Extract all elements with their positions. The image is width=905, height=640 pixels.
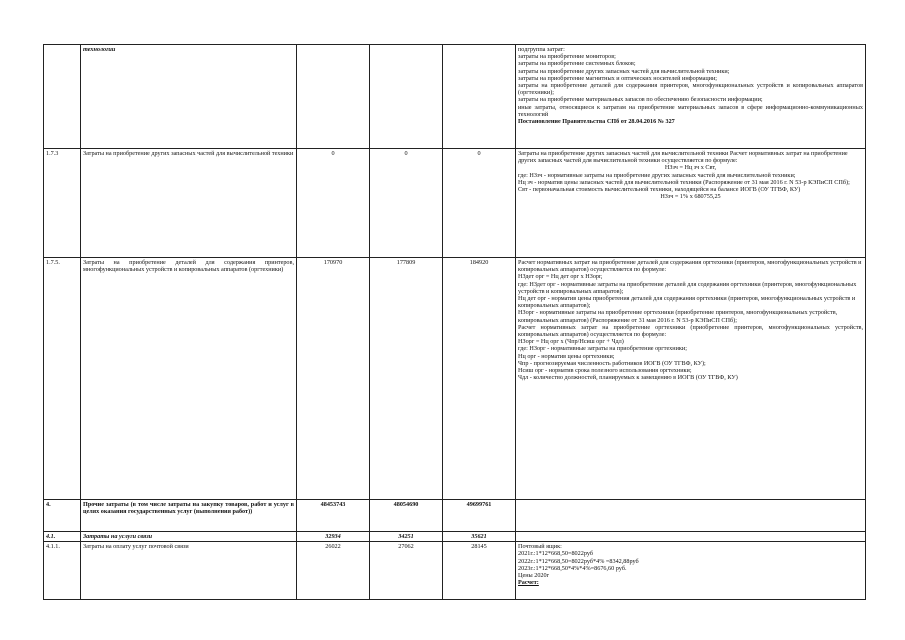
text-line: где: НЗдет орг - нормативные затраты на приобретение деталей для содержания оргтехники (принтеров, многофункциональных устройств и копировальных аппаратов); — [518, 280, 857, 295]
decree-reference: Постановление Правительства СПб от 28.04.2016 № 327 — [518, 118, 675, 126]
text-line: где: НЗзч - нормативные затраты на приобретение других запасных частей для вычислительной техники; — [518, 171, 796, 179]
value-2022: 34251 — [370, 532, 443, 542]
table-row — [44, 149, 866, 258]
table-row — [44, 500, 866, 532]
row-label: Затраты на оплату услуг почтовой связи — [81, 542, 297, 600]
value-2023: 49699761 — [443, 500, 516, 532]
table-row — [44, 45, 866, 149]
value-2022: 27062 — [370, 542, 443, 600]
calculation-heading: Расчет: — [518, 579, 539, 587]
table-row — [44, 258, 866, 500]
formula: НЗдет орг = Нц дет орг х НЗорг, — [518, 273, 603, 281]
value-2023: 35621 — [443, 532, 516, 542]
formula: НЗзч = 1% х 680755,25 — [660, 193, 721, 201]
row-number: 1.7.3 — [44, 149, 81, 258]
value-2023: 0 — [443, 149, 516, 258]
table-row — [44, 532, 866, 542]
row-justification — [516, 258, 866, 500]
text-line: подгруппа затрат: — [518, 46, 565, 53]
row-number: 4. — [44, 500, 81, 532]
text-line: 2022г.:1*12*668,50=8022руб*4% =8342,88руб — [518, 557, 639, 565]
row-number: 4.1.1. — [44, 542, 81, 600]
text-line: Расчет нормативных затрат на приобретение оргтехники (приобретение принтеров, многофункциональных устройств, копировальных аппаратов) осуществляется по формуле: — [518, 323, 863, 339]
value-2022: 0 — [370, 149, 443, 258]
text-line: Нц зч - норматив цены запасных частей для вычислительной техники (Распоряжение от 31 мая 2016 г. N 53-р КЭПиСП СПб); — [518, 178, 850, 186]
cost-table — [43, 44, 866, 600]
row-label: технологии — [81, 45, 297, 149]
row-justification — [516, 45, 866, 149]
value-2021: 0 — [297, 149, 370, 258]
text-line: затраты на приобретение мониторов; — [518, 53, 616, 61]
row-justification — [516, 542, 866, 600]
value-2023: 28145 — [443, 542, 516, 600]
formula: НЗзч = Нц зч х Свт, — [664, 164, 717, 172]
text-line: Расчет нормативных затрат на приобретение деталей для содержания оргтехники (принтеров, многофункциональных устройств и копировальных аппаратов) осуществляется по формуле: — [518, 259, 862, 274]
text-line: затраты на приобретение деталей для содержания принтеров, многофункциональных устройств и копировальных аппаратов (оргтехники); — [518, 82, 863, 97]
text-line: иные затраты, относящиеся к затратам на приобретение материальных запасов в сфере информационно-коммуникационных технологий — [518, 103, 863, 118]
row-label: Затраты на приобретение деталей для содержания принтеров, многофункциональных устройств и копировальных аппаратов (оргтехники) — [81, 258, 297, 500]
row-number: 4.1. — [44, 532, 81, 542]
value-2023: 184920 — [443, 258, 516, 500]
value-2022: 48054690 — [370, 500, 443, 532]
text-line: НЗорг - нормативные затраты на приобретение оргтехники (приобретение принтеров, многофункциональных устройств, копировальных аппаратов) (Распоряжение от 31 мая 2016 г. N 53-р КЭПиСП СПб); — [518, 309, 838, 324]
text-line: Чдл - количество должностей, планируемых к замещению в ИОГВ (ОУ ТГВФ, КУ) — [518, 374, 738, 382]
row-number — [44, 45, 81, 149]
value-2021: 48453743 — [297, 500, 370, 532]
value-2022: 177809 — [370, 258, 443, 500]
text-line: Почтовый ящик: — [518, 543, 562, 551]
text-line: Нсиш орг - норматив срока полезного использования оргтехники; — [518, 367, 692, 375]
text-line: затраты на приобретение магнитных и оптических носителей информации; — [518, 74, 718, 82]
text-line: 2023г.:1*12*668,50*4%*4%=8676,60 руб. — [518, 564, 627, 572]
text-line: затраты на приобретение материальных запасов по обеспечению безопасности информации; — [518, 96, 763, 104]
text-line: Нц орг - норматив цены оргтехники; — [518, 352, 615, 360]
text-line: Нц дет орг - норматив цены приобретения деталей для содержания оргтехники (принтеров, многофункциональных устройств и копировальных аппаратов); — [518, 295, 856, 310]
text-line: затраты на приобретение системных блоков; — [518, 60, 636, 68]
text-line: затраты на приобретение других запасных частей для вычислительной техники; — [518, 67, 730, 75]
text-line: Цены 2020г — [518, 572, 550, 580]
value-2021: 32934 — [297, 532, 370, 542]
table-row — [44, 542, 866, 600]
row-label: Затраты на приобретение других запасных частей для вычислительной техники — [81, 149, 297, 258]
row-justification — [516, 149, 866, 258]
row-number: 1.7.5. — [44, 258, 81, 500]
formula: НЗорг = Нц орг х (Чпр/Нсиш орг + Чдл) — [518, 338, 624, 346]
value-2021: 26022 — [297, 542, 370, 600]
text-line: Свт - первоначальная стоимость вычислительной техники, находящейся на балансе ИОГВ (ОУ ТГВФ, КУ) — [518, 186, 801, 194]
row-label: Прочие затраты (в том числе затраты на закупку товаров, работ и услуг в целях оказания государственных услуг (выполнения работ)) — [81, 500, 297, 532]
text-line: где: НЗорг - нормативные затраты на приобретение оргтехники; — [518, 345, 687, 353]
value-2021: 170970 — [297, 258, 370, 500]
row-label: Затраты на услуги связи — [81, 532, 297, 542]
text-line: Чпр - прогнозируемая численность работников ИОГВ (ОУ ТГВФ, КУ); — [518, 359, 706, 367]
text-line: 2021г.:1*12*668,50=8022руб — [518, 550, 594, 558]
text-line: Затраты на приобретение других запасных частей для вычислительной техники Расчет нормативных затрат на приобретение других запасных частей для вычислительной техники осуществляется по формуле: — [518, 150, 848, 165]
